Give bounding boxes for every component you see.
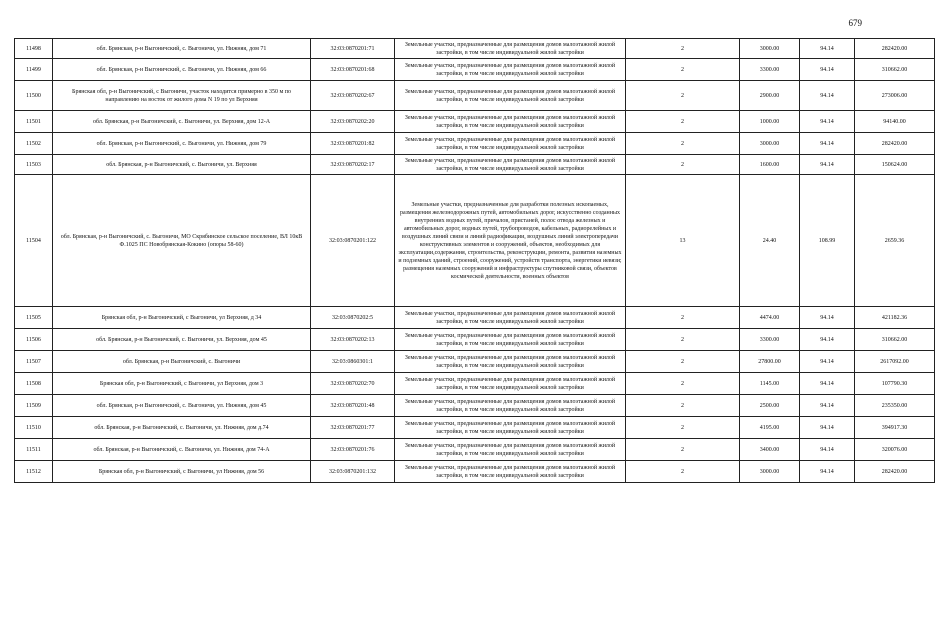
- use-group-cell: 2: [626, 351, 740, 373]
- table-row: [15, 417, 935, 439]
- address-cell: обл. Брянская, р-н Выгоничский, с. Выгоничи, ул. Нижняя, дом 71: [53, 39, 311, 59]
- permitted-use-cell: Земельные участки, предназначенные для размещения домов малоэтажной жилой застройки, в том числе индивидуальной жилой застройки: [395, 59, 626, 81]
- use-group-cell: 2: [626, 111, 740, 133]
- address-cell: Брянская обл, р-н Выгоничский, с Выгоничи, ул Нижняя, дом 56: [53, 461, 311, 483]
- permitted-use-cell: Земельные участки, предназначенные для размещения домов малоэтажной жилой застройки, в том числе индивидуальной жилой застройки: [395, 329, 626, 351]
- address-cell: обл. Брянская, р-н Выгоничский, с. Выгоничи, ул. Нижняя, дом 79: [53, 133, 311, 155]
- specific-value-cell: 94.14: [800, 39, 855, 59]
- table-row: [15, 461, 935, 483]
- cadastral-value-cell: 282420.00: [855, 133, 935, 155]
- use-group-cell: 2: [626, 155, 740, 175]
- use-group-cell: 2: [626, 59, 740, 81]
- row-number-cell: 11506: [15, 329, 53, 351]
- row-number-cell: 11498: [15, 39, 53, 59]
- permitted-use-cell: Земельные участки, предназначенные для размещения домов малоэтажной жилой застройки, в том числе индивидуальной жилой застройки: [395, 351, 626, 373]
- table-row: [15, 59, 935, 81]
- cadastral-number-cell: 32:03:0870201:48: [311, 395, 395, 417]
- area-cell: 27800.00: [740, 351, 800, 373]
- table-row: [15, 329, 935, 351]
- use-group-cell: 2: [626, 417, 740, 439]
- row-number-cell: 11504: [15, 175, 53, 307]
- address-cell: обл. Брянская, р-н Выгоничский, с. Выгоничи, МО Скрябинское сельское поселение, ВЛ 10кВ Ф.1025 ПС Новобрянская-Кокино (опоры 58-60): [53, 175, 311, 307]
- permitted-use-cell: Земельные участки, предназначенные для размещения домов малоэтажной жилой застройки, в том числе индивидуальной жилой застройки: [395, 439, 626, 461]
- cadastral-number-cell: 32:03:0870202:67: [311, 81, 395, 111]
- row-number-cell: 11509: [15, 395, 53, 417]
- area-cell: 24.40: [740, 175, 800, 307]
- permitted-use-cell: Земельные участки, предназначенные для размещения домов малоэтажной жилой застройки, в том числе индивидуальной жилой застройки: [395, 395, 626, 417]
- area-cell: 3000.00: [740, 39, 800, 59]
- area-cell: 3400.00: [740, 439, 800, 461]
- cadastral-number-cell: 32:03:0870202:20: [311, 111, 395, 133]
- use-group-cell: 2: [626, 395, 740, 417]
- row-number-cell: 11510: [15, 417, 53, 439]
- address-cell: обл. Брянская, р-н Выгоничский, с. Выгоничи, ул. Нижняя, дом д.74: [53, 417, 311, 439]
- table-row: [15, 39, 935, 59]
- address-cell: обл. Брянская, р-н Выгоничский, с. Выгоничи, ул. Нижняя, дом 74-А: [53, 439, 311, 461]
- area-cell: 4474.00: [740, 307, 800, 329]
- table-row: [15, 373, 935, 395]
- cadastral-value-cell: 94140.00: [855, 111, 935, 133]
- cadastral-number-cell: 32:03:0870202:70: [311, 373, 395, 395]
- specific-value-cell: 94.14: [800, 133, 855, 155]
- address-cell: Брянская обл, р-н Выгоничский, с Выгоничи, ул Верхняя, д 34: [53, 307, 311, 329]
- cadastral-value-cell: 273006.00: [855, 81, 935, 111]
- cadastral-number-cell: 32:03:0870202:13: [311, 329, 395, 351]
- row-number-cell: 11507: [15, 351, 53, 373]
- table-row: [15, 81, 935, 111]
- address-cell: обл. Брянская, р-н Выгоничский, с. Выгоничи, ул. Верхняя: [53, 155, 311, 175]
- permitted-use-cell: Земельные участки, предназначенные для размещения домов малоэтажной жилой застройки, в том числе индивидуальной жилой застройки: [395, 133, 626, 155]
- cadastral-number-cell: 32:03:0870201:76: [311, 439, 395, 461]
- area-cell: 3300.00: [740, 329, 800, 351]
- area-cell: 1145.00: [740, 373, 800, 395]
- table-row: [15, 351, 935, 373]
- permitted-use-cell: Земельные участки, предназначенные для разработки полезных ископаемых, размещения железнодорожных путей, автомобильных дорог, искусственно созданных внутренних водных путей, причалов, пристаней, полос отвода железных и автомобильных дорог, водных путей, трубопроводов, кабельных, радиорелейных и воздушных линий связи и линий радиофикации, воздушных линий электропередачи конструктивных элементов и сооружений, объектов, необходимых для эксплуатации,содержания, строительства, реконструкции, ремонта, развития наземных и подземных зданий, строений, сооружений, устройств транспорта, энергетики иевязи; размещения наземных сооружений и инфраструктуры спутниковой связи, объектов космической деятельности, военных объектов: [395, 175, 626, 307]
- table-row: [15, 111, 935, 133]
- row-number-cell: 11501: [15, 111, 53, 133]
- cadastral-value-cell: 421182.36: [855, 307, 935, 329]
- use-group-cell: 13: [626, 175, 740, 307]
- specific-value-cell: 94.14: [800, 373, 855, 395]
- permitted-use-cell: Земельные участки, предназначенные для размещения домов малоэтажной жилой застройки, в том числе индивидуальной жилой застройки: [395, 111, 626, 133]
- specific-value-cell: 94.14: [800, 111, 855, 133]
- address-cell: обл. Брянская, р-н Выгоничский, с. Выгоничи, ул. Нижняя, дом 45: [53, 395, 311, 417]
- table-row: [15, 133, 935, 155]
- cadastral-value-cell: 310662.00: [855, 59, 935, 81]
- area-cell: 3300.00: [740, 59, 800, 81]
- specific-value-cell: 94.14: [800, 155, 855, 175]
- row-number-cell: 11502: [15, 133, 53, 155]
- area-cell: 3000.00: [740, 461, 800, 483]
- specific-value-cell: 94.14: [800, 307, 855, 329]
- row-number-cell: 11511: [15, 439, 53, 461]
- cadastral-number-cell: 32:03:0870201:82: [311, 133, 395, 155]
- use-group-cell: 2: [626, 373, 740, 395]
- cadastral-number-cell: 32:03:0870201:122: [311, 175, 395, 307]
- permitted-use-cell: Земельные участки, предназначенные для размещения домов малоэтажной жилой застройки, в том числе индивидуальной жилой застройки: [395, 81, 626, 111]
- permitted-use-cell: Земельные участки, предназначенные для размещения домов малоэтажной жилой застройки, в том числе индивидуальной жилой застройки: [395, 155, 626, 175]
- permitted-use-cell: Земельные участки, предназначенные для размещения домов малоэтажной жилой застройки, в том числе индивидуальной жилой застройки: [395, 461, 626, 483]
- specific-value-cell: 94.14: [800, 395, 855, 417]
- page-number: 679: [848, 18, 862, 28]
- table-row: [15, 175, 935, 307]
- cadastral-number-cell: 32:03:0860301:1: [311, 351, 395, 373]
- address-cell: обл. Брянская, р-н Выгоничский, с. Выгоничи, ул. Верхняя, дом 12-А: [53, 111, 311, 133]
- row-number-cell: 11508: [15, 373, 53, 395]
- table-row: [15, 307, 935, 329]
- permitted-use-cell: Земельные участки, предназначенные для размещения домов малоэтажной жилой застройки, в том числе индивидуальной жилой застройки: [395, 39, 626, 59]
- row-number-cell: 11500: [15, 81, 53, 111]
- cadastral-value-cell: 235350.00: [855, 395, 935, 417]
- area-cell: 2900.00: [740, 81, 800, 111]
- area-cell: 2500.00: [740, 395, 800, 417]
- row-number-cell: 11505: [15, 307, 53, 329]
- specific-value-cell: 108.99: [800, 175, 855, 307]
- specific-value-cell: 94.14: [800, 81, 855, 111]
- address-cell: Брянская обл, р-н Выгоничский, с Выгоничи, ул Верхняя, дом 3: [53, 373, 311, 395]
- cadastral-number-cell: 32:03:0870202:17: [311, 155, 395, 175]
- cadastral-value-cell: 394917.30: [855, 417, 935, 439]
- area-cell: 1600.00: [740, 155, 800, 175]
- area-cell: 1000.00: [740, 111, 800, 133]
- permitted-use-cell: Земельные участки, предназначенные для размещения домов малоэтажной жилой застройки, в том числе индивидуальной жилой застройки: [395, 417, 626, 439]
- cadastral-value-cell: 282420.00: [855, 461, 935, 483]
- specific-value-cell: 94.14: [800, 59, 855, 81]
- use-group-cell: 2: [626, 39, 740, 59]
- use-group-cell: 2: [626, 307, 740, 329]
- use-group-cell: 2: [626, 461, 740, 483]
- permitted-use-cell: Земельные участки, предназначенные для размещения домов малоэтажной жилой застройки, в том числе индивидуальной жилой застройки: [395, 307, 626, 329]
- specific-value-cell: 94.14: [800, 439, 855, 461]
- specific-value-cell: 94.14: [800, 417, 855, 439]
- use-group-cell: 2: [626, 81, 740, 111]
- specific-value-cell: 94.14: [800, 351, 855, 373]
- permitted-use-cell: Земельные участки, предназначенные для размещения домов малоэтажной жилой застройки, в том числе индивидуальной жилой застройки: [395, 373, 626, 395]
- table-row: [15, 155, 935, 175]
- cadastral-value-cell: 2617092.00: [855, 351, 935, 373]
- row-number-cell: 11503: [15, 155, 53, 175]
- address-cell: Брянская обл, р-н Выгоничский, с Выгоничи, участок находится примерно в 350 м по направлению на восток от жилого дома N 19 по ул Верхняя: [53, 81, 311, 111]
- cadastral-value-cell: 107790.30: [855, 373, 935, 395]
- cadastral-number-cell: 32:03:0870201:68: [311, 59, 395, 81]
- address-cell: обл. Брянская, р-н Выгоничский, с. Выгоничи, ул. Верхняя, дом 45: [53, 329, 311, 351]
- cadastral-number-cell: 32:03:0870201:132: [311, 461, 395, 483]
- row-number-cell: 11499: [15, 59, 53, 81]
- cadastral-value-cell: 310662.00: [855, 329, 935, 351]
- cadastral-value-cell: 2659.36: [855, 175, 935, 307]
- row-number-cell: 11512: [15, 461, 53, 483]
- area-cell: 3000.00: [740, 133, 800, 155]
- use-group-cell: 2: [626, 329, 740, 351]
- specific-value-cell: 94.14: [800, 461, 855, 483]
- address-cell: обл. Брянская, р-н Выгоничский, с. Выгоничи: [53, 351, 311, 373]
- use-group-cell: 2: [626, 439, 740, 461]
- cadastral-value-cell: 282420.00: [855, 39, 935, 59]
- table-row: [15, 439, 935, 461]
- cadastral-value-table: [14, 38, 935, 483]
- cadastral-value-cell: 320076.00: [855, 439, 935, 461]
- use-group-cell: 2: [626, 133, 740, 155]
- cadastral-value-cell: 150624.00: [855, 155, 935, 175]
- area-cell: 4195.00: [740, 417, 800, 439]
- cadastral-number-cell: 32:03:0870202:5: [311, 307, 395, 329]
- cadastral-number-cell: 32:03:0870201:77: [311, 417, 395, 439]
- cadastral-number-cell: 32:03:0870201:71: [311, 39, 395, 59]
- address-cell: обл. Брянская, р-н Выгоничский, с. Выгоничи, ул. Нижняя, дом 66: [53, 59, 311, 81]
- specific-value-cell: 94.14: [800, 329, 855, 351]
- table-row: [15, 395, 935, 417]
